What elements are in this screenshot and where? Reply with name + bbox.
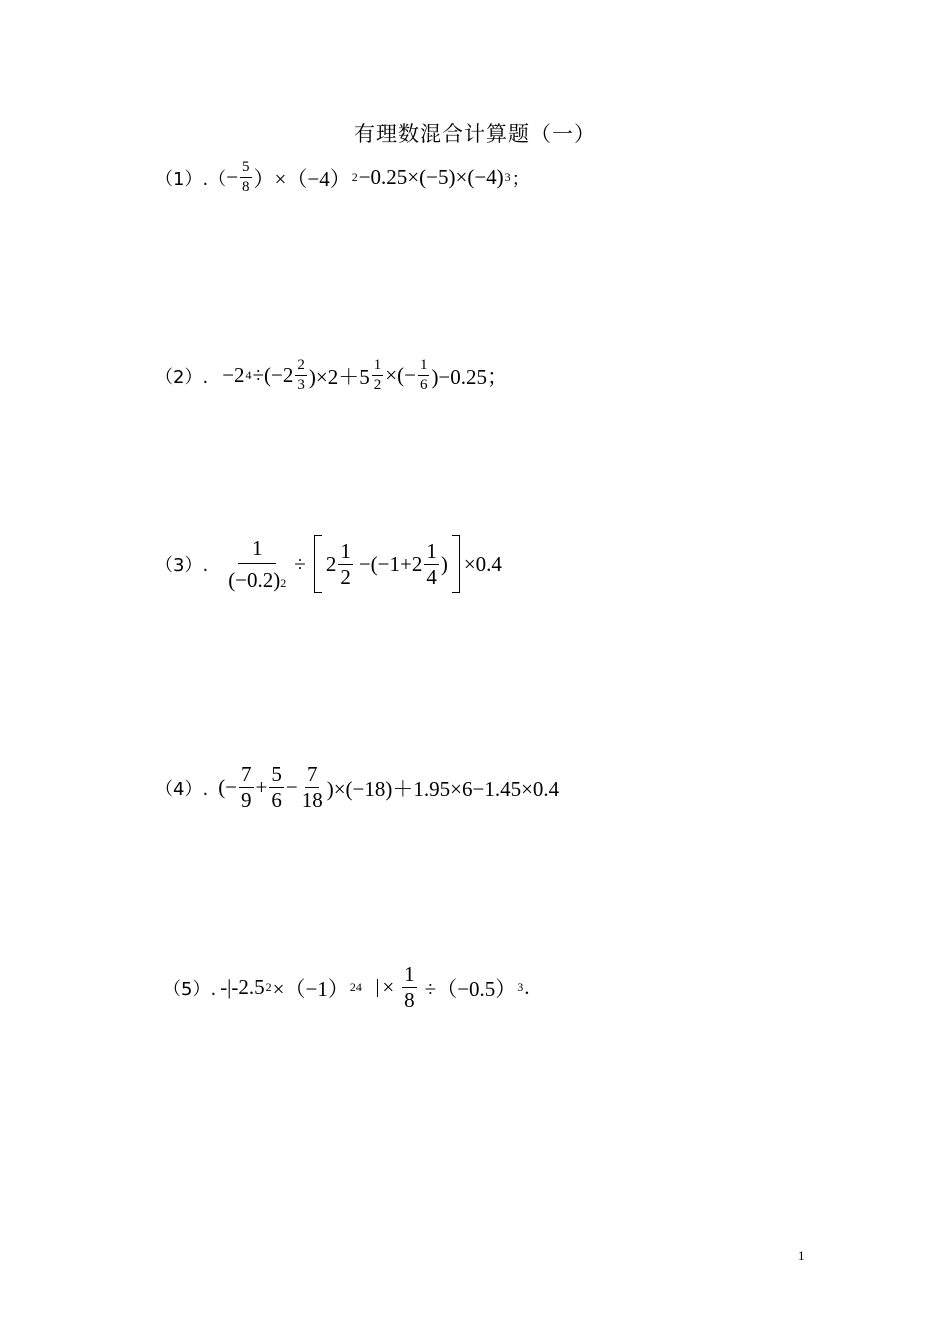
denominator: 18 — [301, 788, 323, 812]
page-number: 1 — [798, 1248, 805, 1263]
expression-text: ）×（−4） — [253, 166, 351, 191]
denominator: (−0.2) — [228, 567, 281, 592]
denominator: 2 — [373, 377, 382, 393]
numerator: 5 — [240, 160, 252, 178]
expression-text: 2 — [325, 551, 337, 576]
minus-sign: − — [226, 165, 239, 189]
numerator: 1 — [340, 538, 351, 563]
plus-sign: + — [255, 775, 268, 799]
numerator: 1 — [426, 538, 437, 563]
expression-text: ÷(−2 — [252, 363, 294, 387]
numerator: 1 — [238, 538, 277, 564]
problem-5 — [163, 964, 530, 1011]
denominator-group — [226, 564, 288, 591]
fraction — [295, 358, 307, 393]
exponent: 2 — [351, 170, 358, 184]
expression-text: )×2＋5 — [308, 364, 370, 389]
fraction — [424, 538, 439, 589]
multiply-sign: × — [382, 975, 395, 999]
denominator: 4 — [426, 564, 437, 589]
denominator: 6 — [271, 788, 282, 812]
numerator: 1 — [418, 358, 430, 376]
page-title: 有理数混合计算题（一） — [354, 122, 596, 146]
numerator: 1 — [372, 358, 384, 376]
problem-4 — [155, 764, 559, 811]
numerator: 7 — [241, 762, 252, 786]
denominator: 8 — [404, 988, 415, 1012]
problem-3 — [155, 535, 502, 593]
expression-text: −(−1+2 — [358, 551, 423, 576]
fraction — [418, 358, 430, 393]
problem-label: （4）. — [155, 778, 209, 800]
exponent: 3 — [517, 980, 524, 994]
problem-2 — [155, 358, 508, 393]
fraction — [269, 764, 284, 811]
exponent: 2 — [265, 980, 272, 994]
right-bracket — [452, 535, 460, 593]
exponent: 2 — [280, 575, 287, 590]
absolute-value-bar — [377, 979, 379, 997]
expression-text: ×（−1） — [272, 976, 349, 1001]
denominator: 3 — [297, 377, 305, 393]
numerator: 1 — [404, 962, 415, 986]
problem-label: （2）. — [155, 366, 209, 388]
expression-text: (− — [218, 775, 238, 799]
denominator: 9 — [241, 788, 252, 812]
problem-label: （5）. — [163, 978, 217, 1000]
problem-label: （3）. — [155, 555, 209, 576]
expression-text: -|-2.5 — [220, 975, 265, 999]
exponent: 3 — [504, 170, 511, 184]
fraction — [240, 160, 252, 195]
denominator: 2 — [340, 564, 351, 589]
numerator: 5 — [271, 762, 282, 786]
expression-text: −2 — [222, 363, 245, 387]
problem-1 — [155, 160, 530, 195]
numerator: 2 — [295, 358, 307, 376]
expression-text: )−0.25； — [431, 364, 509, 389]
problem-label: （1）.（ — [155, 168, 227, 190]
expression-text: . — [524, 975, 530, 999]
denominator: 8 — [242, 179, 250, 195]
fraction — [239, 764, 254, 811]
fraction — [338, 538, 353, 589]
fraction — [226, 535, 288, 592]
expression-text: )×(−18)＋1.95×6−1.45×0.4 — [326, 776, 560, 801]
expression-text: ×0.4 — [463, 551, 502, 576]
expression-text: ÷（−0.5） — [424, 976, 517, 1001]
fraction — [300, 764, 325, 811]
numerator: 7 — [306, 762, 318, 786]
left-bracket — [314, 535, 322, 593]
fraction — [372, 358, 384, 393]
expression-text: −0.25×(−5)×(−4) — [358, 165, 504, 189]
exponent: 24 — [349, 980, 362, 994]
expression-text: ×(− — [385, 363, 416, 387]
minus-sign: − — [285, 775, 298, 799]
denominator: 6 — [419, 377, 428, 393]
exponent: 4 — [245, 368, 252, 382]
divide-sign: ÷ — [294, 551, 306, 576]
expression-text: ) — [440, 551, 448, 576]
expression-text: ； — [511, 168, 530, 190]
fraction — [402, 964, 417, 1011]
